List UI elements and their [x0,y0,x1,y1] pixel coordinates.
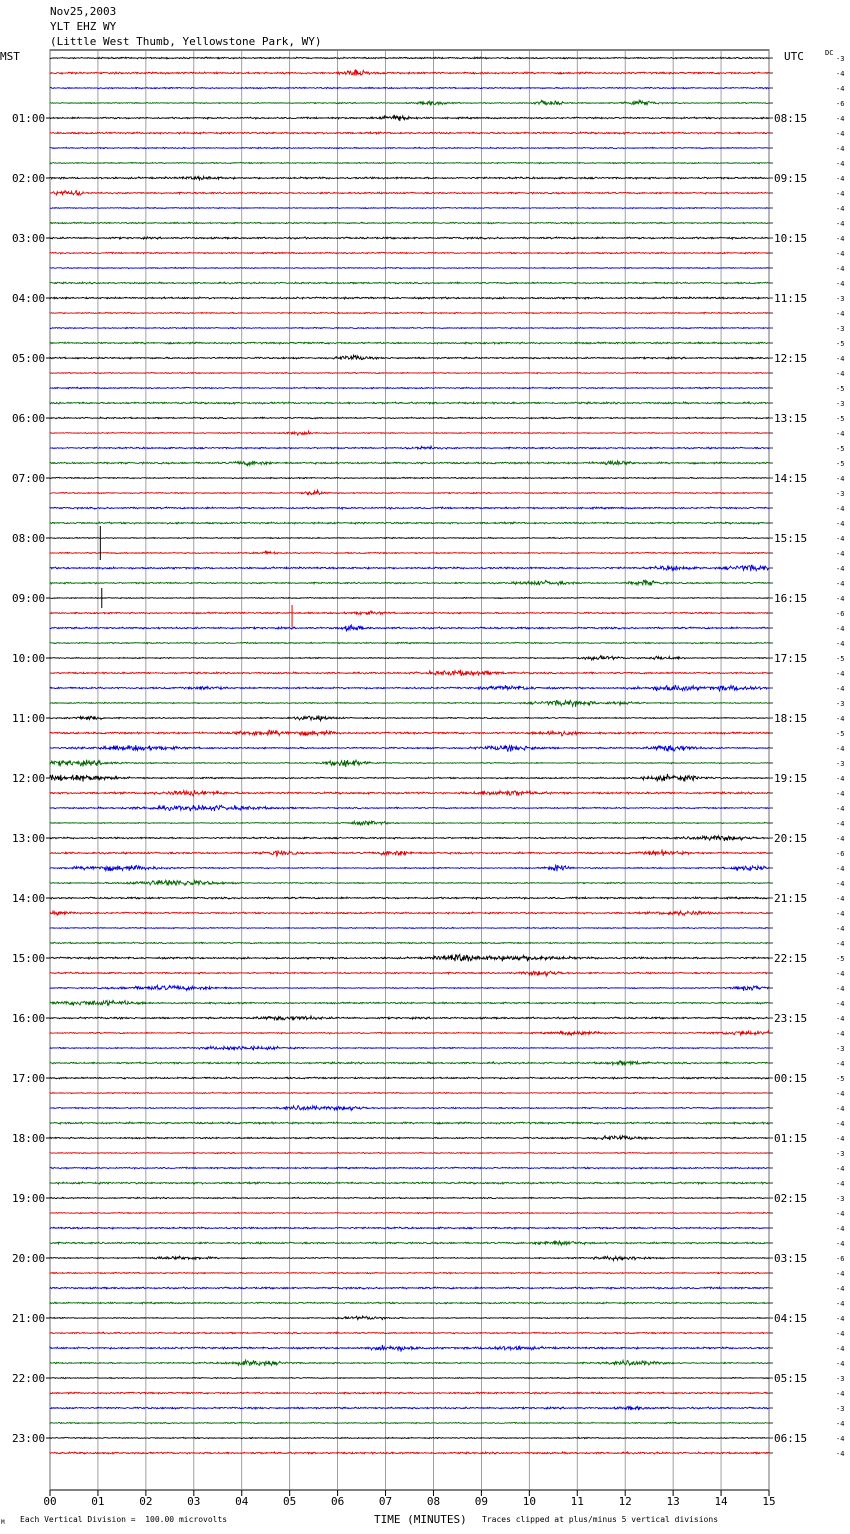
dc-offset-label: -4 [836,715,845,723]
utc-hour-label: 19:15 [774,772,808,785]
mst-hour-label: 02:00 [12,172,46,185]
dc-offset-label: -4 [836,130,845,138]
dc-offset-label: -3 [836,295,845,303]
trace-line [50,312,769,313]
dc-offset-label: -4 [836,910,845,918]
trace-group [50,57,769,1454]
trace-line [50,1360,769,1366]
trace-line [50,955,769,962]
chart-grid [50,50,769,1496]
x-tick-label: 02 [139,1495,153,1508]
dc-offset-label: -4 [836,1390,845,1398]
dc-label: DC [825,49,834,57]
dc-offset-label: -4 [836,745,845,753]
utc-zone-label: UTC [784,50,804,63]
trace-line [50,100,769,105]
trace-line [50,1000,769,1005]
trace-line [50,237,769,239]
dc-offset-label: -3 [836,1195,845,1203]
trace-line [50,880,769,886]
trace-line [50,1197,769,1199]
trace-line [50,927,769,928]
utc-hour-label: 20:15 [774,832,808,845]
dc-offset-label: -4 [836,1090,845,1098]
dc-offset-label: -3 [836,1405,845,1413]
x-tick-label: 07 [378,1495,393,1508]
utc-hour-label: 10:15 [774,232,808,245]
dc-offset-label: -4 [836,985,845,993]
trace-line [50,1152,769,1153]
trace-line [50,222,769,224]
dc-offset-label: -4 [836,145,845,153]
dc-offset-label: -4 [836,1105,845,1113]
trace-line [50,942,769,944]
trace-line [50,1212,769,1213]
trace-line [50,730,769,736]
trace-line [50,507,769,509]
trace-line [50,297,769,299]
trace-line [50,850,769,857]
dc-offset-label: -6 [836,1255,845,1263]
dc-offset-label: -4 [836,1165,845,1173]
dc-offset-label: -4 [836,370,845,378]
trace-line [50,642,769,644]
trace-line [50,716,769,721]
utc-hour-label: 17:15 [774,652,808,665]
dc-offset-label: -3 [836,55,845,63]
trace-line [50,1182,769,1184]
dc-offset-label: -4 [836,535,845,543]
trace-line [50,431,769,435]
trace-line [50,1316,769,1320]
trace-line [50,1437,769,1438]
trace-line [50,1122,769,1124]
utc-hour-label: 02:15 [774,1192,808,1205]
mst-hour-label: 18:00 [12,1132,46,1145]
dc-offset-label: -4 [836,595,845,603]
dc-offset-label: -5 [836,445,845,453]
trace-line [50,402,769,404]
trace-line [50,580,769,585]
trace-line [50,69,769,75]
dc-offset-label: -6 [836,850,845,858]
utc-hour-label: 22:15 [774,952,808,965]
mst-hour-label: 01:00 [12,112,46,125]
trace-line [50,132,769,134]
trace-line [50,1377,769,1378]
trace-line [50,446,769,449]
dc-offset-label: -3 [836,760,845,768]
trace-line [50,1016,769,1020]
dc-offset-label: -4 [836,865,845,873]
dc-offset-label: -5 [836,655,845,663]
dc-offset-label: -4 [836,1315,845,1323]
trace-line [50,537,769,538]
utc-hour-label: 23:15 [774,1012,808,1025]
dc-offset-label: -6 [836,610,845,618]
mst-hour-label: 13:00 [12,832,46,845]
mst-hour-label: 10:00 [12,652,46,665]
dc-offset-label: -5 [836,955,845,963]
mst-hour-label: 17:00 [12,1072,46,1085]
dc-offset-label: -4 [836,1060,845,1068]
dc-offset-label: -4 [836,1285,845,1293]
dc-offset-label: -3 [836,1375,845,1383]
dc-offset-label: -4 [836,1360,845,1368]
trace-line [50,477,769,478]
plot-frame [50,50,769,1490]
trace-line [50,670,769,676]
dc-offset-label: -3 [836,400,845,408]
dc-offset-label: -3 [836,1150,845,1158]
dc-offset-label: -4 [836,790,845,798]
dc-offset-label: -5 [836,385,845,393]
trace-line [50,191,769,196]
x-tick-label: 10 [522,1495,536,1508]
trace-line [50,611,769,615]
trace-line [50,1167,769,1169]
utc-hour-label: 16:15 [774,592,808,605]
dc-offset-label: -3 [836,1045,845,1053]
mst-hour-label: 07:00 [12,472,46,485]
trace-line [50,865,769,871]
trace-line [50,836,769,841]
dc-offset-label: -4 [836,520,845,528]
utc-hour-label: 04:15 [774,1312,808,1325]
corner-mark: M [1,1519,5,1526]
trace-line [50,1241,769,1246]
dc-offset-label: -4 [836,1180,845,1188]
trace-line [50,355,769,359]
trace-line [50,565,769,571]
station-location: (Little West Thumb, Yellowstone Park, WY) [50,35,322,48]
mst-hour-label: 05:00 [12,352,46,365]
trace-line [50,1227,769,1229]
trace-line [50,971,769,976]
dc-offset-label: -4 [836,565,845,573]
dc-offset-label: -5 [836,340,845,348]
trace-line [50,1256,769,1260]
trace-line [50,372,769,373]
dc-offset-label: -4 [836,670,845,678]
trace-line [50,252,769,254]
mst-hour-label: 06:00 [12,412,46,425]
mst-hour-label: 04:00 [12,292,46,305]
utc-hour-label: 03:15 [774,1252,808,1265]
utc-hour-label: 21:15 [774,892,808,905]
trace-line [50,1287,769,1289]
trace-line [50,1407,769,1411]
trace-line [50,115,769,121]
dc-offset-label: -4 [836,85,845,93]
dc-offset-label: -4 [836,775,845,783]
utc-hour-label: 14:15 [774,472,808,485]
dc-offset-label: -4 [836,550,845,558]
dc-offset-label: -4 [836,430,845,438]
trace-line [50,1452,769,1454]
x-tick-label: 08 [426,1495,441,1508]
trace-line [50,1345,769,1352]
dc-offset-label: -4 [836,235,845,243]
utc-hour-label: 09:15 [774,172,808,185]
trace-line [50,342,769,344]
x-tick-label: 06 [330,1495,345,1508]
x-tick-label: 11 [570,1495,584,1508]
dc-offset-label: -4 [836,895,845,903]
dc-offset-label: -4 [836,970,845,978]
mst-hour-label: 11:00 [12,712,46,725]
mst-hour-label: 12:00 [12,772,46,785]
dc-offset-label: -4 [836,160,845,168]
utc-hour-label: 15:15 [774,532,808,545]
utc-hour-label: 01:15 [774,1132,808,1145]
trace-line [50,176,769,179]
x-tick-label: 03 [187,1495,201,1508]
mst-hour-label: 03:00 [12,232,46,245]
trace-line [50,685,769,691]
mst-hour-label: 16:00 [12,1012,46,1025]
trace-line [50,1092,769,1093]
division-note: Each Vertical Division = 100.00 microvolts [20,1515,228,1524]
x-tick-label: 15 [762,1495,776,1508]
dc-offset-label: -4 [836,505,845,513]
dc-offset-label: -4 [836,925,845,933]
x-tick-label: 12 [618,1495,632,1508]
mst-zone-label: MST [0,50,20,63]
trace-line [50,490,769,495]
dc-offset-label: -4 [836,880,845,888]
station-code: YLT EHZ WY [50,20,117,33]
utc-hour-label: 00:15 [774,1072,808,1085]
dc-offset-label: -4 [836,1420,845,1428]
dc-offset-label: -4 [836,220,845,228]
x-axis-title: TIME (MINUTES) [374,1513,467,1526]
trace-line [50,267,769,268]
dc-offset-label: -4 [836,310,845,318]
mst-hour-label: 15:00 [12,952,46,965]
trace-line [50,327,769,328]
trace-line [50,897,769,899]
dc-offset-label: -4 [836,625,845,633]
dc-offset-label: -4 [836,265,845,273]
trace-line [50,417,769,419]
trace-line [50,745,769,752]
dc-offset-label: -4 [836,1345,845,1353]
dc-offset-label: -4 [836,70,845,78]
trace-line [50,387,769,389]
dc-offset-label: -3 [836,325,845,333]
dc-offset-label: -4 [836,250,845,258]
x-tick-label: 14 [714,1495,728,1508]
plot-date: Nov25,2003 [50,5,117,18]
mst-hour-label: 19:00 [12,1192,46,1205]
dc-offset-label: -5 [836,1075,845,1083]
dc-offset-label: -3 [836,490,845,498]
trace-line [50,985,769,991]
x-tick-label: 05 [283,1495,297,1508]
dc-offset-label: -4 [836,1330,845,1338]
utc-hour-label: 12:15 [774,352,808,365]
dc-offset-label: -4 [836,1210,845,1218]
dc-offset-label: -5 [836,730,845,738]
dc-offset-label: -4 [836,1120,845,1128]
trace-line [50,1031,769,1036]
dc-offset-label: -4 [836,175,845,183]
x-tick-label: 09 [474,1495,489,1508]
trace-line [50,1106,769,1111]
trace-line [50,461,769,467]
dc-offset-label: -4 [836,805,845,813]
dc-offset-label: -4 [836,1270,845,1278]
utc-hour-label: 08:15 [774,112,808,125]
dc-offset-label: -4 [836,1450,845,1458]
trace-line [50,821,769,825]
dc-offset-label: -4 [836,835,845,843]
x-tick-label: 00 [43,1495,57,1508]
dc-offset-label: -5 [836,460,845,468]
trace-line [50,1302,769,1304]
mst-hour-label: 21:00 [12,1312,46,1325]
x-tick-label: 04 [235,1495,249,1508]
trace-line [50,1046,769,1051]
dc-offset-label: -4 [836,115,845,123]
dc-offset-label: -4 [836,1240,845,1248]
dc-offset-label: -4 [836,190,845,198]
trace-line [50,805,769,811]
trace-line [50,87,769,89]
trace-line [50,597,769,598]
trace-line [50,1392,769,1394]
trace-line [50,911,769,916]
dc-offset-label: -4 [836,1000,845,1008]
trace-line [50,760,769,767]
trace-line [50,162,769,163]
dc-offset-label: -4 [836,580,845,588]
trace-line [50,1061,769,1065]
trace-line [50,1136,769,1140]
trace-line [50,625,769,631]
utc-hour-label: 18:15 [774,712,808,725]
utc-hour-label: 11:15 [774,292,808,305]
trace-line [50,656,769,661]
dc-offset-label: -4 [836,685,845,693]
dc-offset-label: -4 [836,1135,845,1143]
trace-line [50,1332,769,1334]
dc-offset-label: -4 [836,640,845,648]
dc-offset-label: -4 [836,1300,845,1308]
mst-hour-label: 20:00 [12,1252,46,1265]
dc-offset-label: -4 [836,280,845,288]
mst-hour-label: 22:00 [12,1372,46,1385]
dc-offset-label: -4 [836,355,845,363]
mst-hour-label: 23:00 [12,1432,46,1445]
dc-offset-label: -5 [836,415,845,423]
x-tick-label: 13 [666,1495,680,1508]
trace-line [50,1272,769,1273]
dc-offset-label: -4 [836,940,845,948]
utc-hour-label: 13:15 [774,412,808,425]
dc-offset-label: -4 [836,1015,845,1023]
trace-line [50,1077,769,1079]
dc-offset-label: -4 [836,205,845,213]
dc-offset-label: -4 [836,1030,845,1038]
trace-line [50,207,769,208]
x-tick-label: 01 [91,1495,105,1508]
utc-hour-label: 06:15 [774,1432,808,1445]
mst-hour-label: 08:00 [12,532,46,545]
dc-offset-label: -6 [836,100,845,108]
trace-line [50,282,769,284]
dc-offset-label: -4 [836,1435,845,1443]
mst-hour-label: 14:00 [12,892,46,905]
trace-line [50,147,769,148]
dc-offset-label: -4 [836,820,845,828]
trace-line [50,774,769,782]
utc-hour-label: 05:15 [774,1372,808,1385]
trace-line [50,522,769,524]
dc-offset-label: -4 [836,475,845,483]
trace-line [50,700,769,707]
trace-line [50,551,769,554]
dc-offset-label: -3 [836,700,845,708]
clip-note: Traces clipped at plus/minus 5 vertical divisions [482,1515,719,1524]
trace-line [50,1422,769,1423]
trace-line [50,790,769,796]
dc-offset-label: -4 [836,1225,845,1233]
mst-hour-label: 09:00 [12,592,46,605]
trace-line [50,57,769,59]
